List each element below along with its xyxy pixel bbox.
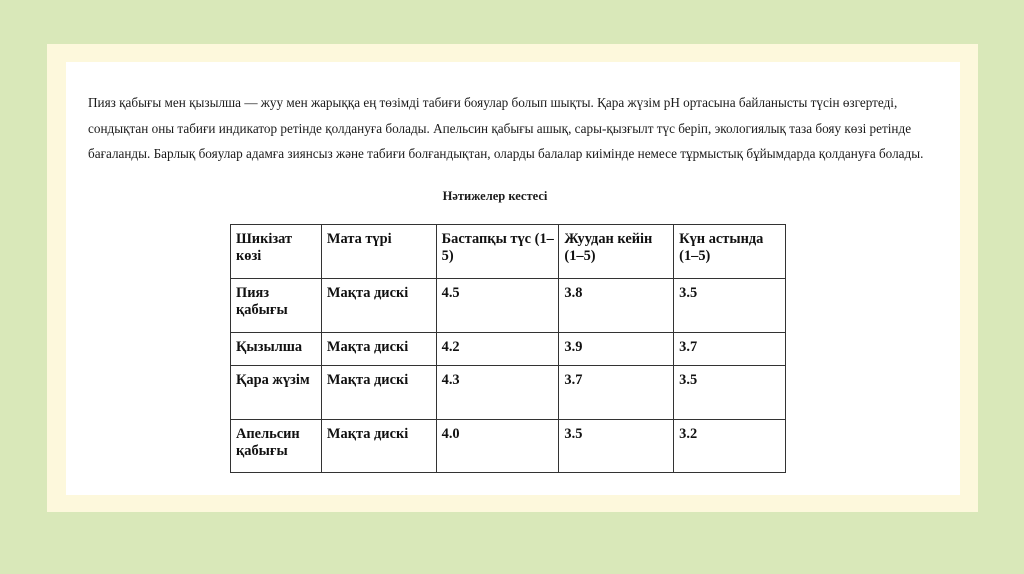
cell-in-sun: 3.5 <box>674 366 786 420</box>
cell-in-sun: 3.5 <box>674 279 786 333</box>
header-initial-color: Бастапқы түс (1–5) <box>436 225 559 279</box>
body-paragraph: Пияз қабығы мен қызылша — жуу мен жарыққа ең төзімді табиғи бояулар болып шықты. Қара жүзім pH ортасына байланысты түсін өзгертеді, сондықтан оны табиғи индикатор ретінде қолдануға болады. Апельсин қабығы ашық, сары-қызғылт түс беріп, экологиялық таза бояу көзі ретінде бағаланды. Барлық бояулар адамға зиянсыз және табиғи болғандықтан, оларды балалар киімінде немесе тұрмыстық бұйымдарда қолдануға болады. <box>88 95 924 161</box>
cell-after-wash: 3.7 <box>559 366 674 420</box>
cell-fabric: Мақта дискі <box>321 279 436 333</box>
header-in-sun: Күн астында (1–5) <box>674 225 786 279</box>
cell-source: Қара жүзім <box>231 366 322 420</box>
cell-fabric: Мақта дискі <box>321 420 436 473</box>
cell-initial-color: 4.2 <box>436 333 559 366</box>
cell-in-sun: 3.2 <box>674 420 786 473</box>
header-fabric: Мата түрі <box>321 225 436 279</box>
cell-initial-color: 4.0 <box>436 420 559 473</box>
cell-source: Пияз қабығы <box>231 279 322 333</box>
table-row <box>231 366 786 420</box>
table-row <box>231 279 786 333</box>
cell-after-wash: 3.8 <box>559 279 674 333</box>
table-title: Нәтижелер кестесі <box>442 189 548 203</box>
cell-initial-color: 4.5 <box>436 279 559 333</box>
cell-fabric: Мақта дискі <box>321 366 436 420</box>
cell-in-sun: 3.7 <box>674 333 786 366</box>
cell-source: Қызылша <box>231 333 322 366</box>
header-source: Шикізат көзі <box>231 225 322 279</box>
cell-after-wash: 3.5 <box>559 420 674 473</box>
results-table <box>230 224 786 473</box>
table-header-row <box>231 225 786 279</box>
table-row <box>231 333 786 366</box>
cell-after-wash: 3.9 <box>559 333 674 366</box>
cell-source: Апельсин қабығы <box>231 420 322 473</box>
cell-fabric: Мақта дискі <box>321 333 436 366</box>
cell-initial-color: 4.3 <box>436 366 559 420</box>
slide-content <box>66 62 960 495</box>
table-row <box>231 420 786 473</box>
header-after-wash: Жуудан кейін (1–5) <box>559 225 674 279</box>
